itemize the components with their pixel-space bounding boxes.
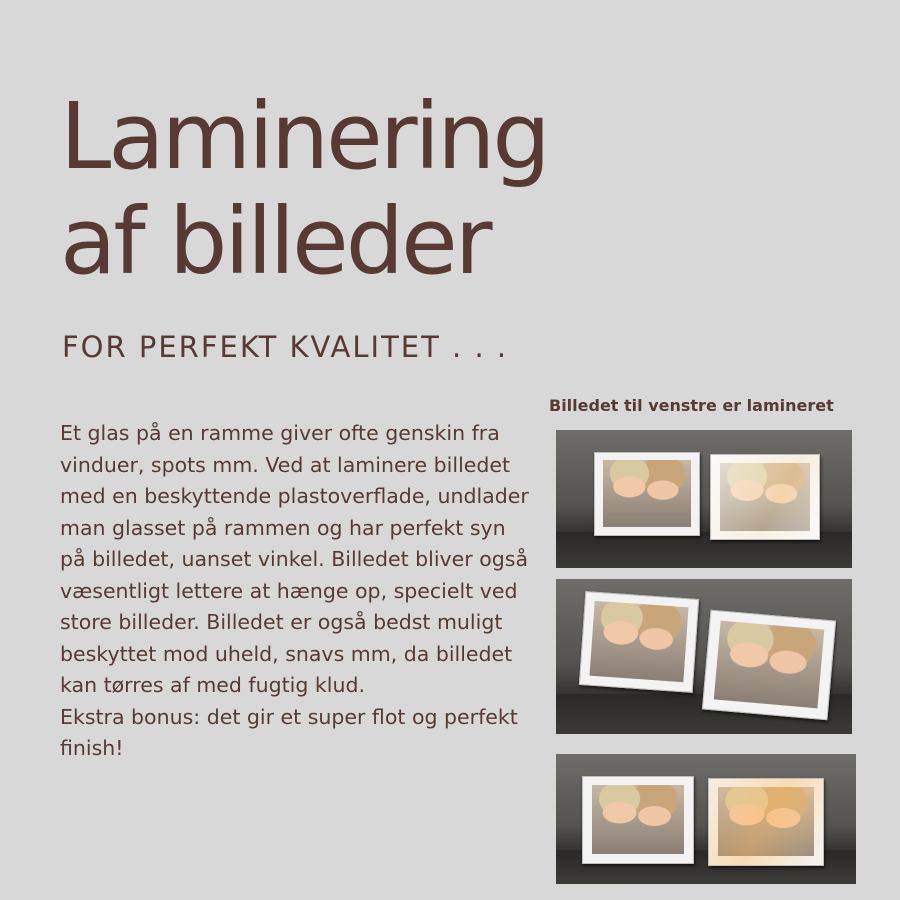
description-paragraph: Et glas på en ramme giver ofte genskin fra vinduer, spots mm. Ved at laminere billedet med en beskyttende plastoverflade, undlader man glasset på rammen og har perfekt syn på billedet, uanset vinkel. Billedet bliver også væsentligt lettere at hænge op, specielt ved store billeder. Billedet er også bedst muligt beskyttet mod uheld, snavs mm, da billedet kan tørres af med fugtig klud.: [60, 421, 529, 697]
glass-frame: [708, 778, 824, 866]
title-line-1: Laminering: [60, 83, 548, 190]
glass-frame: [710, 454, 820, 540]
comparison-photo-1: [556, 430, 852, 568]
laminated-frame: [582, 776, 694, 864]
page-title: [60, 84, 680, 294]
photo-caption: Billedet til venstre er lamineret: [549, 396, 834, 415]
comparison-photo-3: [556, 754, 856, 884]
laminated-frame: [594, 452, 700, 536]
bonus-paragraph: Ekstra bonus: det gir et super flot og perfekt finish!: [60, 704, 518, 760]
subtitle: FOR PERFEKT KVALITET . . .: [62, 330, 509, 364]
glass-frame: [702, 610, 836, 721]
comparison-photo-2: [556, 579, 852, 734]
description-text: [60, 418, 530, 765]
laminated-frame: [579, 591, 699, 693]
title-line-2: af billeder: [60, 188, 490, 295]
